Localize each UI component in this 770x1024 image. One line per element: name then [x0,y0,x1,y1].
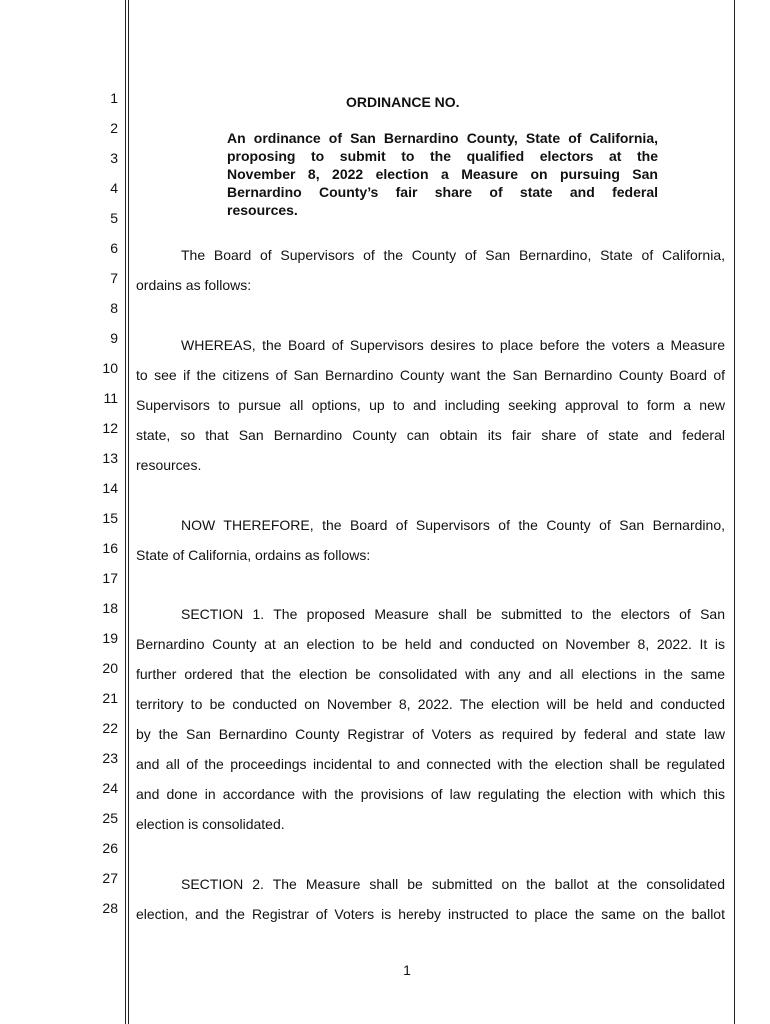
line-number: 11 [103,390,118,406]
right-margin-rule [734,0,735,1024]
line-number: 27 [102,870,118,886]
line-number: 7 [110,270,118,286]
body-line: election, and the Registrar of Voters is hereby instructed to place the same on the ballot [136,906,725,922]
line-number: 3 [110,150,118,166]
body-line: ordains as follows: [136,277,252,293]
body-line: and all of the proceedings incidental to and connected with the election shall be regulated [136,756,725,772]
line-number: 21 [102,690,118,706]
left-margin-rule-outer [125,0,126,1024]
line-number: 13 [102,450,118,466]
body-line: territory to be conducted on November 8, 2022. The election will be held and conducted [136,696,725,712]
line-number: 10 [102,360,118,376]
line-number: 8 [110,300,118,316]
line-number: 5 [110,210,118,226]
line-number: 22 [102,720,118,736]
body-line: WHEREAS, the Board of Supervisors desires to place before the voters a Measure [181,337,725,353]
line-number: 14 [102,480,118,496]
body-line: State of California, ordains as follows: [136,547,371,563]
line-number: 15 [102,510,118,526]
line-number: 16 [102,540,118,556]
line-number: 24 [102,780,118,796]
abstract-line: proposing to submit to the qualified electors at the [227,148,658,164]
line-number: 17 [102,570,118,586]
left-margin-rule-inner [128,0,129,1024]
body-line: The Board of Supervisors of the County of San Bernardino, State of California, [181,247,725,263]
line-number: 28 [102,900,118,916]
line-number: 6 [110,240,118,256]
body-line: SECTION 2. The Measure shall be submitted on the ballot at the consolidated [181,876,725,892]
abstract-line: November 8, 2022 election a Measure on pursuing San [227,166,658,182]
ordinance-title: ORDINANCE NO. [346,94,460,110]
abstract-line: Bernardino County’s fair share of state and federal [227,184,658,200]
line-number: 19 [102,630,118,646]
line-number: 4 [110,180,118,196]
body-line: further ordered that the election be consolidated with any and all elections in the same [136,666,725,682]
ordinance-abstract [227,129,658,219]
line-number: 2 [110,120,118,136]
body-line: and done in accordance with the provisions of law regulating the election with which this [136,786,725,802]
line-number: 18 [102,600,118,616]
body-line: NOW THEREFORE, the Board of Supervisors of the County of San Bernardino, [181,517,725,533]
body-line: election is consolidated. [136,816,285,832]
body-line: Supervisors to pursue all options, up to and including seeking approval to form a new [136,397,725,413]
body-line: SECTION 1. The proposed Measure shall be submitted to the electors of San [181,606,725,622]
line-number: 9 [110,330,118,346]
abstract-line: resources. [227,202,298,218]
body-line: by the San Bernardino County Registrar of Voters as required by federal and state law [136,726,725,742]
line-number: 1 [110,90,118,106]
line-number: 20 [102,660,118,676]
line-number: 12 [102,420,118,436]
page-number: 1 [403,962,411,978]
line-number: 23 [102,750,118,766]
line-number: 25 [102,810,118,826]
body-line: Bernardino County at an election to be held and conducted on November 8, 2022. It is [136,636,725,652]
line-number: 26 [102,840,118,856]
body-line: resources. [136,457,202,473]
abstract-line: An ordinance of San Bernardino County, State of California, [227,130,658,146]
body-line: state, so that San Bernardino County can obtain its fair share of state and federal [136,427,725,443]
body-line: to see if the citizens of San Bernardino County want the San Bernardino County Board of [136,367,725,383]
